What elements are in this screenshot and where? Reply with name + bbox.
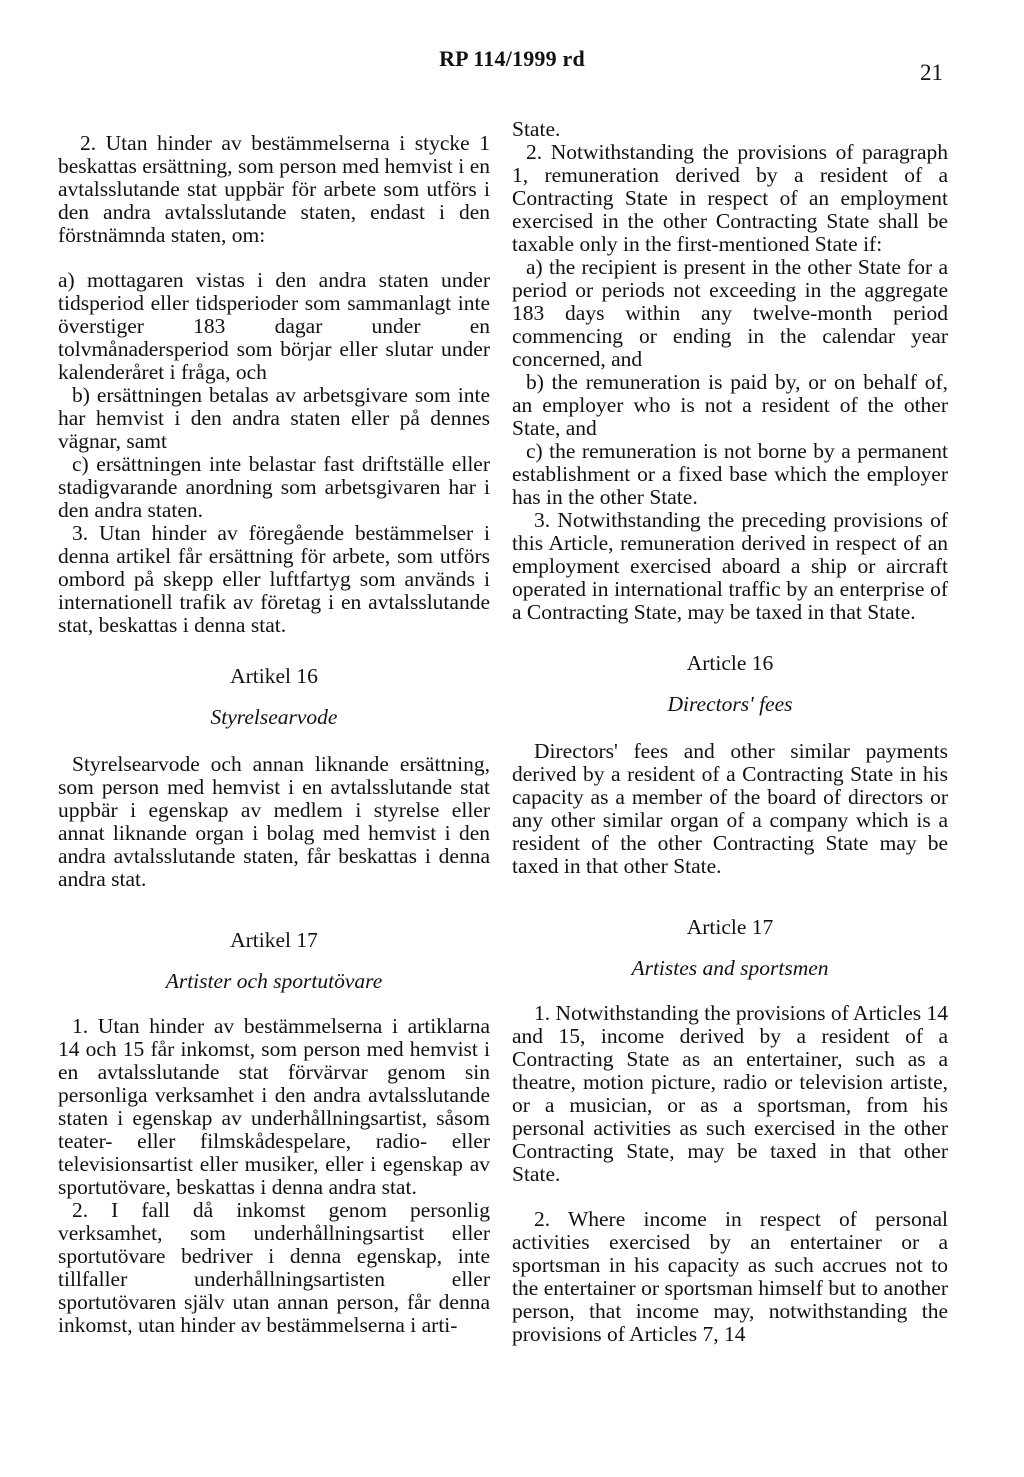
sv-paragraph-2: 2. Utan hinder av bestämmelserna i stycke 1 beskattas ersättning, som person med hemvist i en avtalsslutande stat uppbär för arbete som utförs i den andra avtalsslutande staten, endast i den förstnämnda staten, om:: [58, 131, 490, 247]
sv-article-16-heading: Artikel 16: [230, 664, 318, 688]
en-article-16-heading: Article 16: [686, 651, 774, 675]
en-article-16-title: Directors' fees: [667, 692, 793, 716]
en-item-c: c) the remuneration is not borne by a permanent establishment or a fixed base which the employer has in the other State.: [512, 439, 948, 509]
en-article-17-paragraph-2: 2. Where income in respect of personal activities exercised by an entertainer or a sportsman in his capacity as such accrues not to the entertainer or sportsman himself but to another person, that income may, notwithstanding the provisions of Articles 7, 14: [512, 1207, 948, 1346]
page-number: 21: [920, 60, 943, 85]
sv-article-17-heading: Artikel 17: [230, 928, 318, 952]
en-article-17-title: Artistes and sportsmen: [631, 956, 829, 980]
sv-item-b: b) ersättningen betalas av arbetsgivare som inte har hemvist i den andra staten eller på dennes vägnar, samt: [58, 383, 490, 453]
en-article-17-paragraph-1: 1. Notwithstanding the provisions of Articles 14 and 15, income derived by a resident of a Contracting State as an entertainer, such as a theatre, motion picture, radio or television artiste, or a musician, or as a sportsman, from his personal activities as such exercised in the other Contracting State, may be taxed in that other State.: [512, 1001, 948, 1186]
sv-article-16-title: Styrelsearvode: [210, 705, 338, 729]
swedish-column: [58, 118, 490, 1337]
en-item-a: a) the recipient is present in the other State for a period or periods not exceeding in the aggregate 183 days within any twelve-month period commencing or ending in the calendar year concerned, and: [512, 255, 948, 371]
en-article-17-heading: Article 17: [686, 915, 774, 939]
sv-article-16-text: Styrelsearvode och annan liknande ersättning, som person med hemvist i en avtalsslutande stat uppbär i egenskap av medlem i styrelse eller annat liknande organ i bolag med hemvist i den andra avtalsslutande staten, får beskattas i denna andra stat.: [58, 752, 490, 891]
sv-article-17-paragraph-2: 2. I fall då inkomst genom personlig verksamhet, som underhållningsartist eller sportutövare bedriver i denna egenskap, inte tillfaller underhållningsartisten eller sportutövaren själv utan annan person, får denna inkomst, utan hinder av bestämmelserna i arti-: [58, 1198, 490, 1337]
sv-item-a: a) mottagaren vistas i den andra staten under tidsperiod eller tidsperioder som sammanlagt inte överstiger 183 dagar under en tolvmånadersperiod som börjar eller slutar under kalenderåret i fråga, och: [58, 268, 490, 384]
en-paragraph-3: 3. Notwithstanding the preceding provisions of this Article, remuneration derived in respect of an employment exercised aboard a ship or aircraft operated in international traffic by an enterprise of a Contracting State, may be taxed in that State.: [512, 508, 948, 624]
sv-paragraph-3: 3. Utan hinder av föregående bestämmelser i denna artikel får ersättning för arbete, som utförs ombord på skepp eller luftfartyg som används i internationell trafik av företag i en avtalsslutande stat, beskattas i denna stat.: [58, 521, 490, 637]
sv-article-17-title: Artister och sportutövare: [165, 969, 383, 993]
sv-item-c: c) ersättningen inte belastar fast driftställe eller stadigvarande anordning som arbetsgivaren har i den andra staten.: [58, 452, 490, 522]
en-continuation: State.: [512, 117, 561, 141]
en-paragraph-2: 2. Notwithstanding the provisions of paragraph 1, remuneration derived by a resident of a Contracting State in respect of an employment exercised in the other Contracting State shall be taxable only in the first-mentioned State if:: [512, 140, 948, 256]
en-article-16-text: Directors' fees and other similar payments derived by a resident of a Contracting State in his capacity as a member of the board of directors or any other similar organ of a company which is a resident of the other Contracting State may be taxed in that other State.: [512, 739, 948, 878]
english-column: [512, 118, 948, 1346]
page-header-title: RP 114/1999 rd: [439, 46, 585, 71]
sv-article-17-paragraph-1: 1. Utan hinder av bestämmelserna i artiklarna 14 och 15 får inkomst, som person med hemvist i en avtalsslutande stat förvärvar genom sin personliga verksamhet i den andra avtalsslutande staten i egenskap av underhållningsartist, såsom teater- eller filmskådespelare, radio- eller televisionsartist eller musiker, eller i egenskap av sportutövare, beskattas i denna andra stat.: [58, 1014, 490, 1199]
en-item-b: b) the remuneration is paid by, or on behalf of, an employer who is not a resident of the other State, and: [512, 370, 948, 440]
